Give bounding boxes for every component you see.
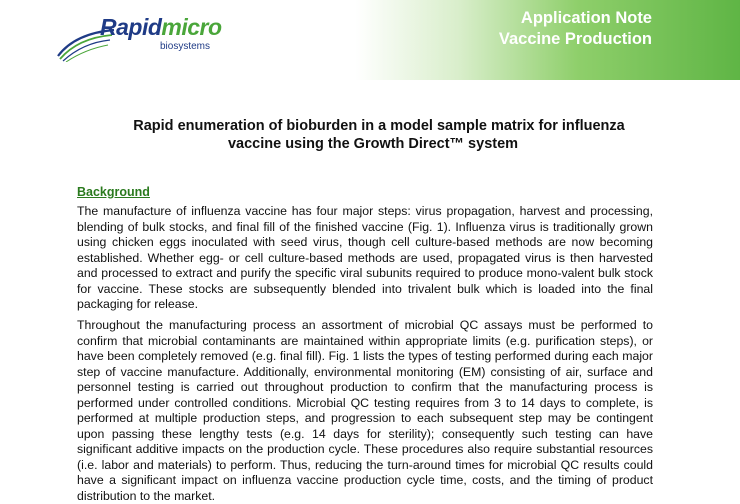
document-title: [0, 117, 740, 153]
title-line2: vaccine using the Growth Direct™ system: [227, 136, 519, 152]
header-banner: [0, 0, 740, 80]
logo-tagline: biosystems: [160, 41, 211, 52]
logo-brand-rapid: Rapid: [100, 14, 162, 40]
app-note-line1: Application Note: [520, 9, 652, 27]
app-note-line2: Vaccine Production: [498, 30, 652, 48]
logo-wordmark: [100, 14, 222, 41]
paragraph-2: Throughout the manufacturing process an assortment of microbial QC assays must be performed to confirm that microbial contaminants are maintained within appropriate limits (e.g. purification steps), or have been completely removed (e.g. final fill). Fig. 1 lists the types of testing performed during each major step of vaccine manufacture. Additionally, environmental monitoring (EM) consisting of air, surface and personnel testing is carried out throughout production to confirm that the manufacturing process is performed under controlled conditions. Microbial QC testing requires from 3 to 14 days to complete, is performed at multiple production steps, and progression to each subsequent step may be contingent upon passing these lengthy tests (e.g. 14 days for sterility); consequently such testing can have significant additive impacts on the production cycle. These procedures also require substantial resources (i.e. labor and materials) to perform. Thus, reducing the turn-around times for microbial QC results could have a significant impact on influenza vaccine production cycle time, costs, and the timing of product distribution to the market.: [77, 318, 653, 503]
paragraph-1: The manufacture of influenza vaccine has four major steps: virus propagation, harvest and processing, blending of bulk stocks, and final fill of the finished vaccine (Fig. 1). Influenza virus is traditionally grown using chicken eggs inoculated with seed virus, though cell culture-based methods are now becoming established. Whether egg- or cell culture-based methods are used, propagated virus is then harvested and processed to extract and purify the specific viral subunits required to produce mono-valent bulk stock for vaccine. These stocks are subsequently blended into trivalent bulk which is loaded into the final packaging for release.: [77, 204, 653, 311]
title-line1: Rapid enumeration of bioburden in a model sample matrix for influenza: [133, 118, 625, 134]
section-heading-background: Background: [77, 185, 150, 199]
document-type-label: [499, 8, 652, 50]
logo-brand-micro: micro: [161, 14, 222, 40]
company-logo: [56, 12, 256, 70]
